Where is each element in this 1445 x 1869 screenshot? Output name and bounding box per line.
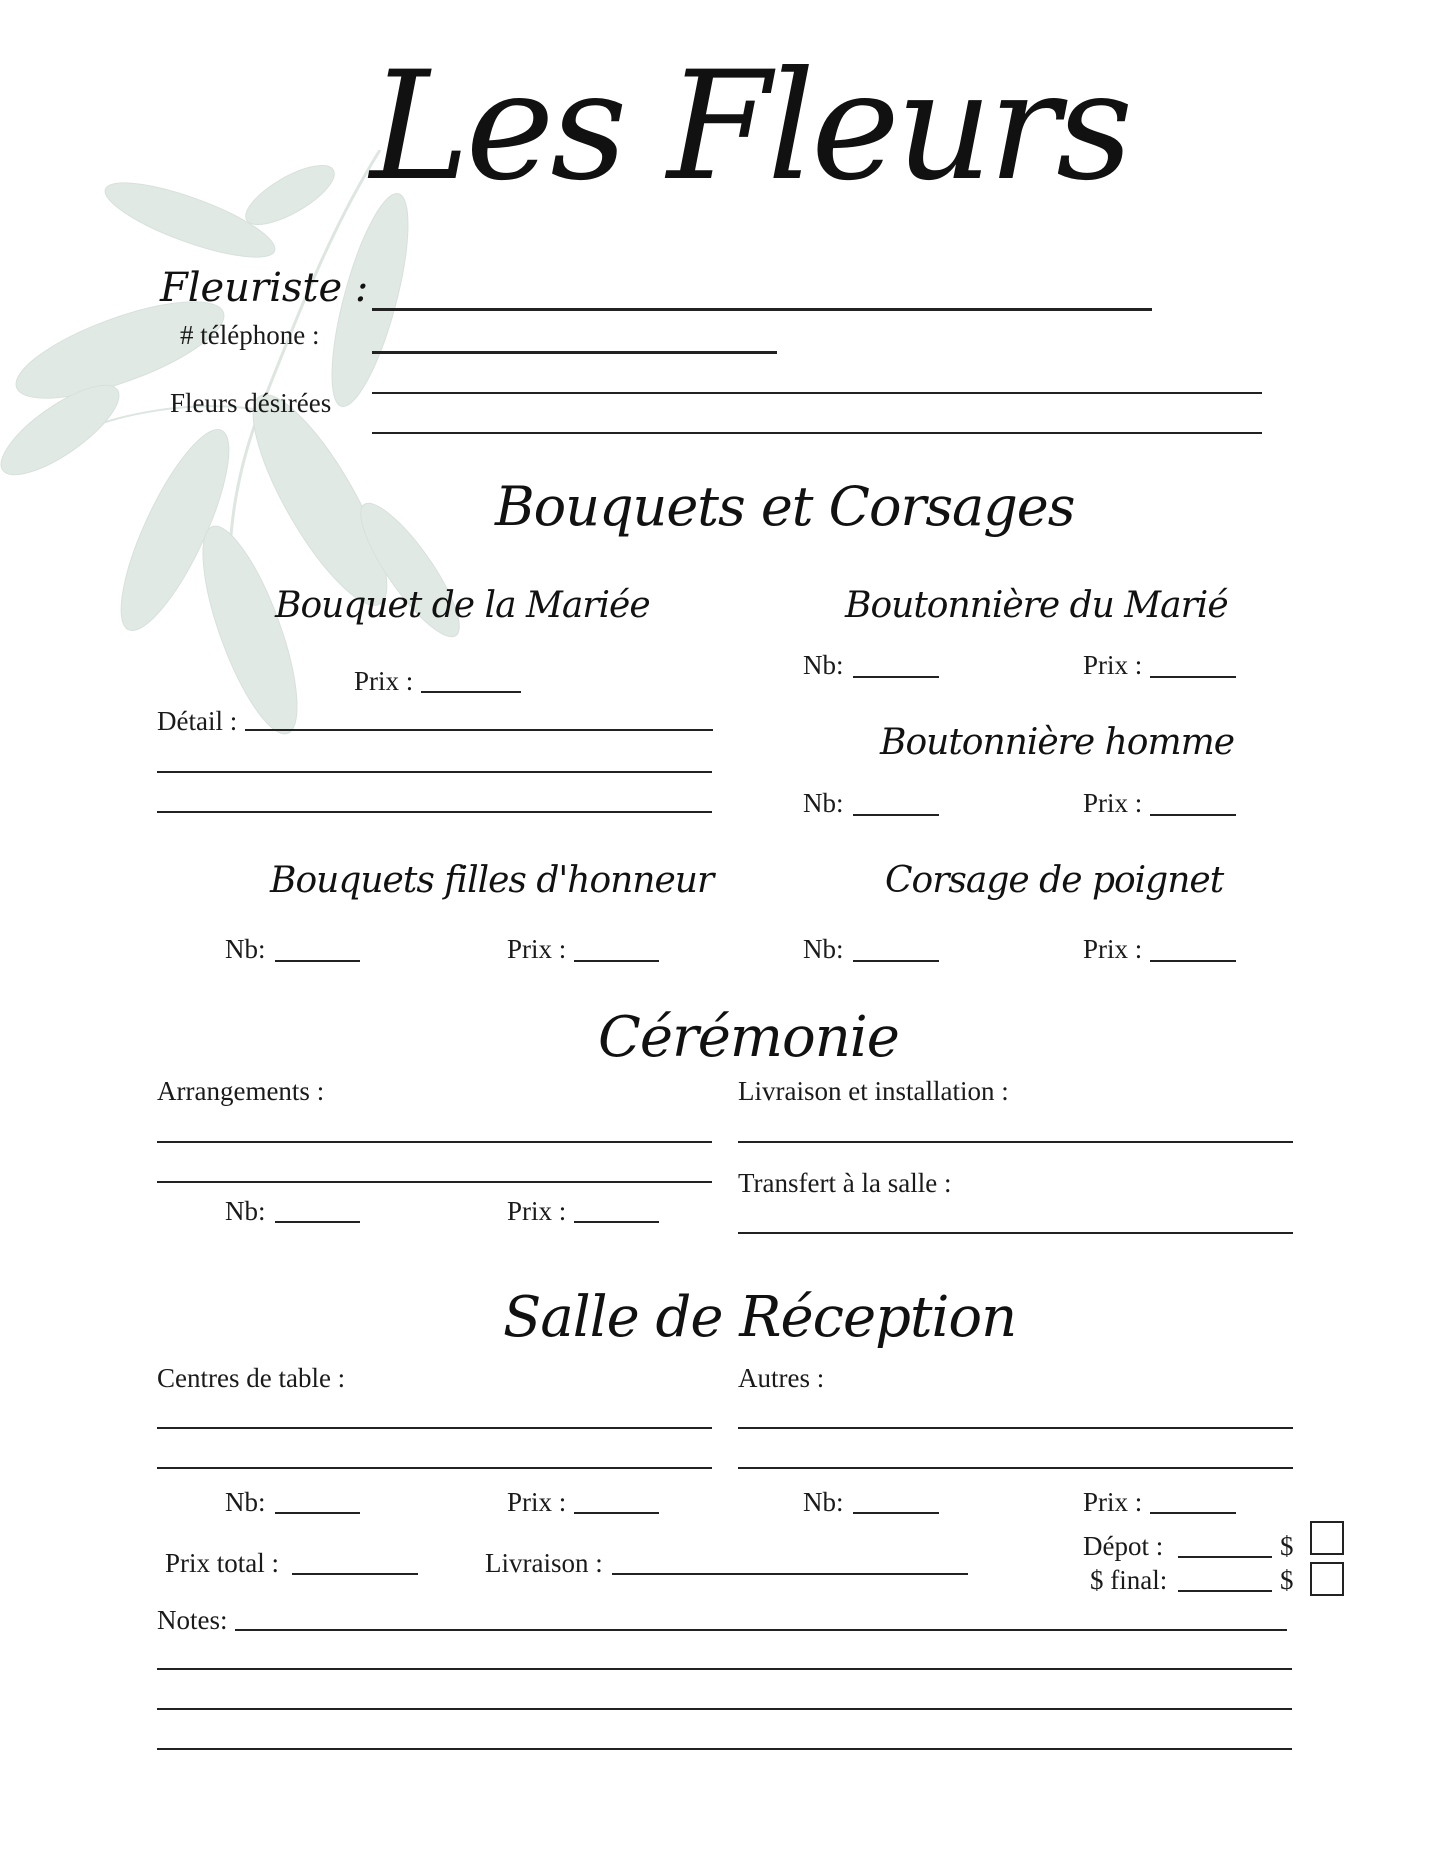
boutonniere-homme-nb-line[interactable] xyxy=(853,814,939,816)
boutonniere-marie-nb-line[interactable] xyxy=(853,676,939,678)
corsage-nb-label: Nb: xyxy=(803,934,844,964)
boutonniere-marie-nb-label: Nb: xyxy=(803,650,844,680)
livraison-installation-label: Livraison et installation : xyxy=(738,1076,1009,1106)
autres-line-2[interactable] xyxy=(738,1467,1293,1469)
autres-prix-label: Prix : xyxy=(1083,1487,1143,1517)
section-title-bouquets: Bouquets et Corsages xyxy=(495,475,1075,538)
page-title: Les Fleurs xyxy=(370,40,1130,214)
filles-prix-label: Prix : xyxy=(507,934,567,964)
livraison-line[interactable] xyxy=(612,1573,968,1575)
filles-nb-line[interactable] xyxy=(275,960,360,962)
section-title-ceremonie: Cérémonie xyxy=(598,1005,899,1070)
centres-table-line-1[interactable] xyxy=(157,1427,712,1429)
subsection-boutonniere-marie: Boutonnière du Marié xyxy=(845,585,1228,626)
fleurs-desirees-line-1[interactable] xyxy=(372,392,1262,394)
arrangements-line-1[interactable] xyxy=(157,1141,712,1143)
livraison-installation-line[interactable] xyxy=(738,1141,1293,1143)
centres-prix-label: Prix : xyxy=(507,1487,567,1517)
corsage-prix-line[interactable] xyxy=(1150,960,1236,962)
final-label: $ final: xyxy=(1090,1565,1168,1595)
autres-nb-line[interactable] xyxy=(853,1512,939,1514)
arrangements-label: Arrangements : xyxy=(157,1076,325,1106)
subsection-corsage-poignet: Corsage de poignet xyxy=(885,860,1224,901)
centres-nb-line[interactable] xyxy=(275,1512,360,1514)
notes-label: Notes: xyxy=(157,1605,228,1635)
notes-line-1[interactable] xyxy=(235,1629,1287,1631)
autres-nb-label: Nb: xyxy=(803,1487,844,1517)
fleuriste-input-line[interactable] xyxy=(372,308,1152,311)
fleuriste-label: Fleuriste : xyxy=(160,265,369,311)
depot-checkbox[interactable] xyxy=(1310,1521,1344,1555)
depot-label: Dépot : xyxy=(1083,1531,1164,1561)
section-title-reception: Salle de Réception xyxy=(503,1285,1017,1350)
autres-prix-line[interactable] xyxy=(1150,1512,1236,1514)
centres-table-line-2[interactable] xyxy=(157,1467,712,1469)
prix-total-label: Prix total : xyxy=(165,1548,279,1578)
notes-line-4[interactable] xyxy=(157,1748,1292,1750)
autres-line-1[interactable] xyxy=(738,1427,1293,1429)
final-dollar: $ xyxy=(1280,1565,1294,1595)
eucalyptus-foliage-illustration xyxy=(0,150,500,800)
detail-line-1[interactable] xyxy=(245,729,713,731)
subsection-boutonniere-homme: Boutonnière homme xyxy=(880,722,1235,763)
bouquet-mariee-prix-line[interactable] xyxy=(421,691,521,693)
filles-nb-label: Nb: xyxy=(225,934,266,964)
detail-line-3[interactable] xyxy=(157,811,712,813)
arrangements-nb-line[interactable] xyxy=(275,1221,360,1223)
subsection-bouquet-mariee: Bouquet de la Mariée xyxy=(275,585,650,626)
autres-label: Autres : xyxy=(738,1363,825,1393)
depot-line[interactable] xyxy=(1178,1556,1272,1558)
detail-label: Détail : xyxy=(157,706,238,736)
bouquet-mariee-prix-label: Prix : xyxy=(354,666,414,696)
fleurs-desirees-label: Fleurs désirées xyxy=(170,388,332,418)
depot-dollar: $ xyxy=(1280,1531,1294,1561)
phone-label: # téléphone : xyxy=(180,320,320,350)
corsage-nb-line[interactable] xyxy=(853,960,939,962)
arrangements-prix-label: Prix : xyxy=(507,1196,567,1226)
final-checkbox[interactable] xyxy=(1310,1562,1344,1596)
notes-line-2[interactable] xyxy=(157,1668,1292,1670)
centres-prix-line[interactable] xyxy=(574,1512,659,1514)
centres-table-label: Centres de table : xyxy=(157,1363,346,1393)
phone-input-line[interactable] xyxy=(372,351,777,354)
boutonniere-homme-nb-label: Nb: xyxy=(803,788,844,818)
transfert-label: Transfert à la salle : xyxy=(738,1168,952,1198)
arrangements-line-2[interactable] xyxy=(157,1181,712,1183)
centres-nb-label: Nb: xyxy=(225,1487,266,1517)
arrangements-prix-line[interactable] xyxy=(574,1221,659,1223)
arrangements-nb-label: Nb: xyxy=(225,1196,266,1226)
livraison-label: Livraison : xyxy=(485,1548,603,1578)
final-line[interactable] xyxy=(1178,1590,1272,1592)
transfert-line[interactable] xyxy=(738,1232,1293,1234)
subsection-bouquets-filles: Bouquets filles d'honneur xyxy=(270,860,714,901)
boutonniere-homme-prix-label: Prix : xyxy=(1083,788,1143,818)
boutonniere-homme-prix-line[interactable] xyxy=(1150,814,1236,816)
boutonniere-marie-prix-label: Prix : xyxy=(1083,650,1143,680)
fleurs-desirees-line-2[interactable] xyxy=(372,432,1262,434)
notes-line-3[interactable] xyxy=(157,1708,1292,1710)
detail-line-2[interactable] xyxy=(157,771,712,773)
prix-total-line[interactable] xyxy=(292,1573,418,1575)
filles-prix-line[interactable] xyxy=(574,960,659,962)
boutonniere-marie-prix-line[interactable] xyxy=(1150,676,1236,678)
corsage-prix-label: Prix : xyxy=(1083,934,1143,964)
